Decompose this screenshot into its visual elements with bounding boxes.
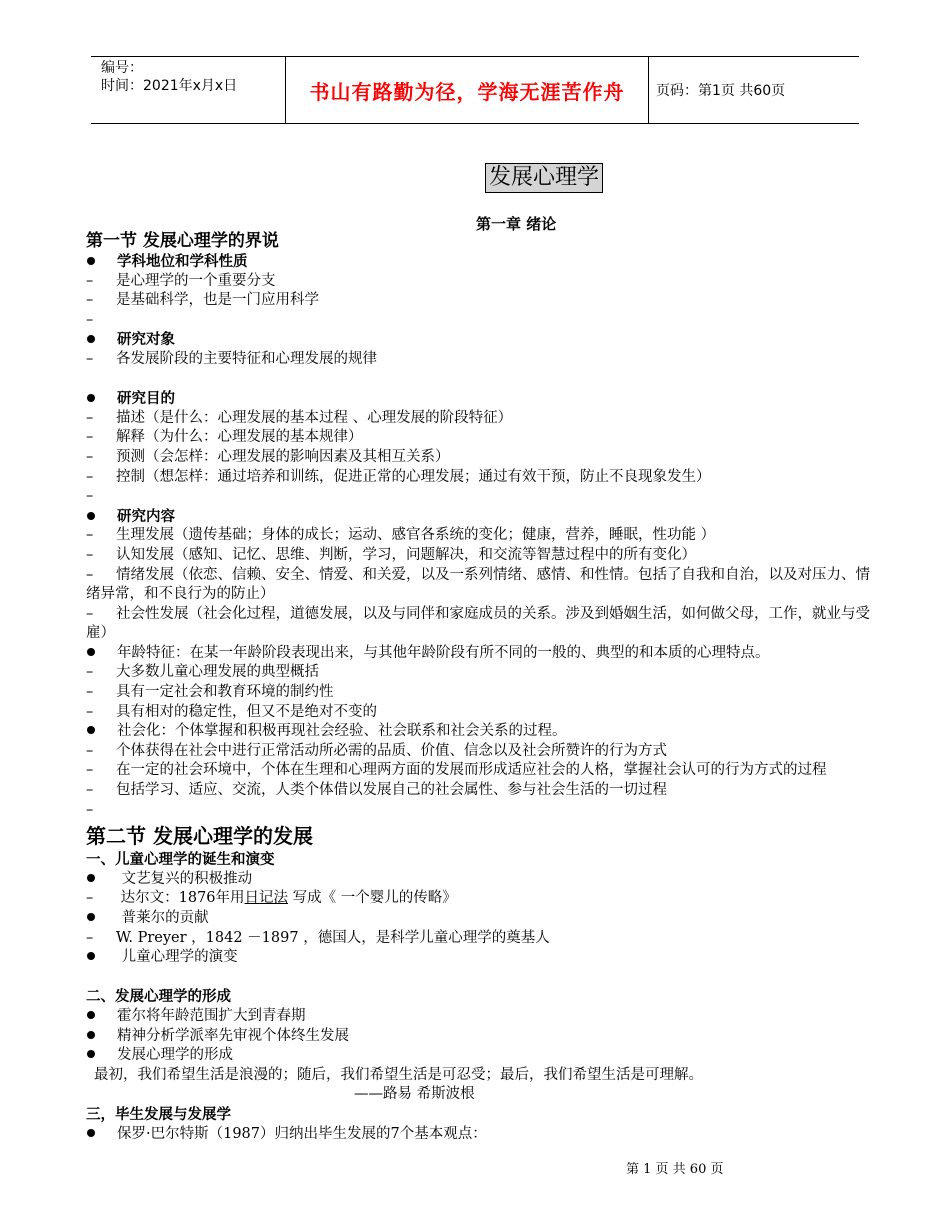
header-right-cell [648,57,859,123]
dash-item: – [86,311,94,328]
bullet-item: 年龄特征：在某一年龄阶段表现出来，与其他年龄阶段有所不同的一般的、典型的和本质的心理特点。 [86,644,871,664]
dash-item: – 社会性发展（社会化过程，道德发展，以及与同伴和家庭成员的关系。涉及到婚姻生活，如何做父母，工作，就业与受雇） [86,605,870,642]
dash-item: – 个体获得在社会中进行正常活动所必需的品质、价值、信念以及社会所赞许的行为方式 [86,742,667,759]
bullet-item: 社会化：个体掌握和积极再现社会经验、社会联系和社会关系的过程。 [86,722,871,742]
motto: 书山有路勤为径，学海无涯苦作舟 [309,79,625,104]
bullet-item: 儿童心理学的演变 [86,948,871,968]
header-center-cell [285,57,649,123]
quote-signature: ——路易 希斯波根 [354,1086,475,1103]
bullet-icon [87,1011,95,1019]
bullet-item: 保罗·巴尔特斯（1987）归纳出毕生发展的7个基本观点： [86,1125,871,1145]
subsection-heading: 二、发展心理学的形成 [86,988,231,1006]
dash-item: – 认知发展（感知、记忆、思维、判断，学习，问题解决，和交流等智慧过程中的所有变化） [86,546,696,563]
dash-item: – 包括学习、适应、交流，人类个体借以发展自己的社会属性、参与社会生活的一切过程 [86,782,667,799]
bullet-item: 文艺复兴的积极推动 [86,870,871,890]
page-footer: 第 1 页 共 60 页 [626,1162,724,1177]
serial-label: 编号： [101,60,143,76]
main-content [86,230,871,1144]
quote-text: 最初，我们希望生活是浪漫的；随后，我们希望生活是可忍受；最后，我们希望生活是可理解。 [94,1066,703,1083]
dash-item: – 达尔文：1876年用日记法 写成《 一个婴儿的传略》 [86,890,457,907]
bullet-icon [87,913,95,921]
dash-item: – 各发展阶段的主要特征和心理发展的规律 [86,350,377,367]
bullet-item: 霍尔将年龄范围扩大到青春期 [86,1007,871,1027]
bullet-icon [87,394,95,402]
dash-item: – 生理发展（遗传基础；身体的成长；运动、感官各系统的变化；健康，营养，睡眠，性功能 ） [86,527,716,544]
bullet-icon [87,335,95,343]
bullet-icon [87,648,95,656]
section-heading: 第二节 发展心理学的发展 [86,824,313,849]
header-table [91,56,859,124]
bullet-icon [87,1031,95,1039]
dash-item: – 大多数儿童心理发展的典型概括 [86,664,319,681]
bullet-item: 学科地位和学科性质 [86,252,871,272]
chapter-title: 第一章 绪论 [476,215,557,233]
dash-item: – 预测（会怎样：心理发展的影响因素及其相互关系） [86,448,450,465]
subsection-heading: 三，毕生发展与发展学 [86,1105,231,1123]
dash-item: – 具有相对的稳定性，但又不是绝对不变的 [86,703,377,720]
bullet-icon [87,952,95,960]
dash-item: – 具有一定社会和教育环境的制约性 [86,684,334,701]
dash-item: – 是基础科学，也是一门应用科学 [86,292,319,309]
dash-item: – 情绪发展（依恋、信赖、安全、情爱、和关爱，以及一系列情绪、感情、和性情。包括了自我和自治，以及对压力、情绪异常，和不良行为的防止） [86,566,870,603]
bullet-icon [87,512,95,520]
bullet-item: 研究目的 [86,389,871,409]
page-info: 页码：第1页 共60页 [656,83,786,99]
bullet-item: 普莱尔的贡献 [86,909,871,929]
bullet-item: 发展心理学的形成 [86,1046,871,1066]
header-left-cell [91,57,285,123]
dash-item: – W. Preyer ，1842 －1897 ，德国人，是科学儿童心理学的奠基人 [86,929,550,946]
dash-item: – [86,801,94,818]
dash-item: – 解释（为什么：心理发展的基本规律） [86,429,363,446]
bullet-item: 研究对象 [86,330,871,350]
dash-item: – 控制（想怎样：通过培养和训练，促进正常的心理发展；通过有效干预，防止不良现象发生） [86,468,711,485]
dash-item: – [86,488,94,505]
dash-item: – 在一定的社会环境中，个体在生理和心理两方面的发展而形成适应社会的人格，掌握社会认可的行为方式的过程 [86,762,827,779]
subsection-heading: 一、儿童心理学的诞生和演变 [86,851,275,869]
bullet-icon [87,726,95,734]
bullet-icon [87,1129,95,1137]
dash-item: – 描述（是什么：心理发展的基本过程 、心理发展的阶段特征） [86,409,513,426]
time-label: 时间：2021年x月x日 [101,78,238,94]
bullet-icon [87,1050,95,1058]
document-title: 发展心理学 [485,163,603,193]
bullet-item: 精神分析学派率先审视个体终生发展 [86,1027,871,1047]
section-heading: 第一节 发展心理学的界说 [86,231,279,251]
bullet-item: 研究内容 [86,507,871,527]
bullet-icon [87,874,95,882]
bullet-icon [87,257,95,265]
dash-item: – 是心理学的一个重要分支 [86,272,276,289]
